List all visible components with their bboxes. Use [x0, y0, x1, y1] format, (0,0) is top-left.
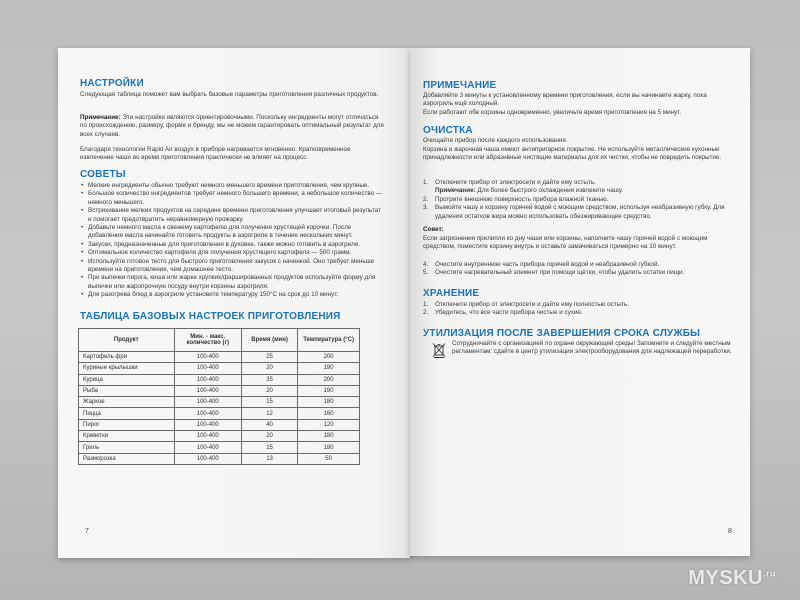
watermark-suffix: .ru [762, 568, 776, 579]
step-note-label: Примечание: [435, 187, 476, 195]
cleaning-step [423, 269, 733, 277]
table-cell: 180 [298, 442, 360, 453]
table-row [79, 431, 360, 442]
table-cell: 200 [298, 352, 360, 363]
storage-heading: ХРАНЕНИЕ [423, 288, 480, 299]
step-text: Протрите внешнюю поверхность прибора влажной тканью. [435, 195, 609, 203]
step-text: Очистите нагревательный элемент при помощи щётки, чтобы удалить остатки пищи. [435, 269, 685, 277]
step-text: Отключите прибор от электросети и дайте ему остыть. [435, 179, 596, 186]
table-row [79, 419, 360, 430]
table-cell: 100-400 [174, 374, 241, 385]
step-text: Убедитесь, что все части прибора чистые и сухие. [435, 309, 583, 317]
table-cell: Гриль [79, 442, 175, 453]
table-cell: 15 [241, 442, 297, 453]
tip-item: • Добавьте немного масла к свежему картофелю для получения хрустящей корочки. После добавления масла начинайте готовить продукты в аэрогриле в течение нескольких минут. [80, 224, 385, 241]
table-cell: 100-400 [174, 419, 241, 430]
table-cell: 13 [241, 453, 297, 464]
tip-item: • Для разогрева блюд в аэрогриле установите температуру 150°С на срок до 10 минут. [80, 291, 385, 299]
tip-item: • Используйте готовое тесто для быстрого приготовления закусок с начинкой. Оно требует меньше времени на приготовление, чем домашнее тесто. [80, 258, 385, 275]
step-text: Отключите прибор от электросети и дайте ему полностью остыть. [435, 301, 630, 308]
tip-item: • Закуски, предназначенные для приготовления в духовке, также можно готовить в аэрогриле. [80, 241, 385, 249]
note-heading: ПРИМЕЧАНИЕ [423, 80, 497, 91]
table-cell: 100-400 [174, 385, 241, 396]
table-cell: 100-400 [174, 363, 241, 374]
disposal-heading: УТИЛИЗАЦИЯ ПОСЛЕ ЗАВЕРШЕНИЯ СРОКА СЛУЖБЫ [423, 328, 701, 339]
table-cell: 50 [298, 453, 360, 464]
settings-intro: Следующая таблица поможет вам выбрать базовые параметры приготовления различных продуктов. [80, 91, 379, 98]
step-number: 3. [423, 204, 429, 212]
step-number: 4. [423, 261, 429, 268]
table-cell: 190 [298, 385, 360, 396]
table-cell: 25 [241, 352, 297, 363]
table-cell: 100-400 [174, 408, 241, 419]
table-cell: Курица [79, 374, 175, 385]
table-cell: 120 [298, 419, 360, 430]
table-cell: Пицца [79, 408, 175, 419]
settings-heading: НАСТРОЙКИ [80, 78, 144, 89]
page-number-left: 7 [85, 528, 89, 535]
table-row [79, 408, 360, 419]
table-cell: 100-400 [174, 431, 241, 442]
table-row [79, 352, 360, 363]
table-cell: 160 [298, 408, 360, 419]
table-cell: 180 [298, 397, 360, 408]
table-row [79, 374, 360, 385]
table-cell: 180 [298, 431, 360, 442]
cleaning-heading: ОЧИСТКА [423, 125, 473, 136]
cleaning-steps [423, 179, 733, 221]
settings-tech: Благодаря технологии Rapid Air воздух в приборе нагревается мгновенно. Кратковременное извлечение чаши во время приготовления практически не влияет на процесс. [80, 146, 351, 162]
watermark-text: MYSKU [688, 567, 763, 589]
page-number-right: 8 [728, 528, 732, 535]
cleaning-step [423, 204, 733, 221]
table-cell: Разморозка [79, 453, 175, 464]
step-number: 5. [423, 269, 429, 277]
table-row [79, 363, 360, 374]
cleaning-tip-label [423, 226, 733, 234]
note-text-1: Добавляйте 3 минуты к установленному времени приготовления, если вы начинаете жарку, пока аэрогриль ещё холодный. [423, 92, 707, 108]
settings-note-label: Примечание: [80, 114, 121, 121]
table-header-row [79, 329, 360, 352]
column-header-time: Время (мин) [241, 329, 297, 352]
table-cell: 12 [241, 408, 297, 419]
tip-item: • При выпечки пирога, киша или жарке хрупких/фаршированных продуктов используйте форму для выпечки или жаропрочную посуду внутри корзины аэрогриля. [80, 274, 385, 291]
step-number: 2. [423, 195, 429, 203]
column-header-quantity: Мин. - макс. количество (г) [174, 329, 241, 352]
crossed-bin-icon [432, 342, 446, 358]
cleaning-steps-2 [423, 261, 733, 278]
step-text: Вымойте чашу и корзину горячей водой с моющим средством, используя неабразивную губку. Для удаления остатков жира можно использовать обезжиривающее средство. [435, 204, 725, 220]
cleaning-intro: Очищайте прибор после каждого использования. [423, 137, 568, 144]
left-page [58, 48, 410, 558]
table-cell: Пирог [79, 419, 175, 430]
table-cell: 20 [241, 385, 297, 396]
table-cell: 200 [298, 374, 360, 385]
tips-heading: СОВЕТЫ [80, 169, 126, 180]
step-text: Очистите внутреннюю часть прибора горячей водой и неабразивной губкой. [435, 261, 660, 268]
step-number: 1. [423, 179, 429, 186]
settings-note [80, 114, 385, 139]
table-cell: 100-400 [174, 453, 241, 464]
cleaning-text: Корзина и жарочная чаша имеют антипригарное покрытие. Не используйте металлические кухонные принадлежности или абразивные чистящие материалы для их чистки, чтобы не повредить покрытие. [423, 145, 722, 161]
table-cell: 15 [241, 397, 297, 408]
table-cell: 100-400 [174, 352, 241, 363]
table-cell: 100-400 [174, 442, 241, 453]
cleaning-step-note [423, 187, 733, 195]
right-page [410, 48, 750, 556]
table-row [79, 442, 360, 453]
column-header-product: Продукт [79, 329, 175, 352]
step-text: Для более быстрого охлаждения извлеките чашу. [475, 187, 624, 195]
table-cell: Картофель фри [79, 352, 175, 363]
table-cell: Креветки [79, 431, 175, 442]
watermark-logo [688, 567, 776, 590]
settings-note-text: Эти настройки являются ориентировочными. Поскольку ингредиенты могут отличаться по происхождению, размеру, форме и бренду, мы не можем гарантировать оптимальный результат для всех случаев. [80, 114, 384, 138]
tip-label: Совет: [423, 226, 444, 233]
step-number: 1. [423, 301, 429, 308]
storage-step [423, 309, 733, 317]
table-heading: ТАБЛИЦА БАЗОВЫХ НАСТРОЕК ПРИГОТОВЛЕНИЯ [80, 311, 341, 322]
table-cell: 100-400 [174, 397, 241, 408]
storage-steps [423, 301, 733, 318]
table-cell: 20 [241, 431, 297, 442]
column-header-temperature: Температура (°С) [298, 329, 360, 352]
tip-item: • Оптимальное количество картофеля для получения хрустящего картофеля — 500 грамм. [80, 249, 385, 257]
tips-list [80, 182, 385, 300]
disposal-text: Сотрудничайте с организацией по охране окружающей среды! Запомните и следуйте местным регламентам: сдайте в центр утилизации электрооборудования для надлежащей переработки. [452, 340, 732, 356]
cleaning-step [423, 196, 733, 204]
note-text-2: Если работают обе корзины одновременно, увеличьте время приготовления на 5 минут. [423, 109, 682, 116]
step-number: 2. [423, 309, 429, 317]
cooking-settings-table [78, 328, 360, 465]
table-cell: 40 [241, 419, 297, 430]
table-cell: 20 [241, 363, 297, 374]
table-row [79, 453, 360, 464]
table-cell: Рыба [79, 385, 175, 396]
tip-item: • Встряхивание мелких продуктов на середине времени приготовления улучшает итоговый результат и помогает предотвратить неравномерную прожарку. [80, 207, 385, 224]
table-cell: 190 [298, 363, 360, 374]
table-row [79, 385, 360, 396]
table-row [79, 397, 360, 408]
table-cell: Куриные крылышки [79, 363, 175, 374]
cleaning-tip-text: Если загрязнения прилипли ко дну чаши или корзины, наполните чашу горячей водой с моющим средством, поместите корзину внутрь и оставьте замачиваться примерно на 10 минут. [423, 235, 708, 251]
tip-item: • Мелкие ингредиенты обычно требуют немного меньшего времени приготовления, чем крупные. [80, 182, 385, 190]
table-cell: 35 [241, 374, 297, 385]
table-cell: Жаркое [79, 397, 175, 408]
tip-item: • Большое количество ингредиентов требует немного большего времени, а небольшое количество — немного меньшего. [80, 190, 385, 207]
